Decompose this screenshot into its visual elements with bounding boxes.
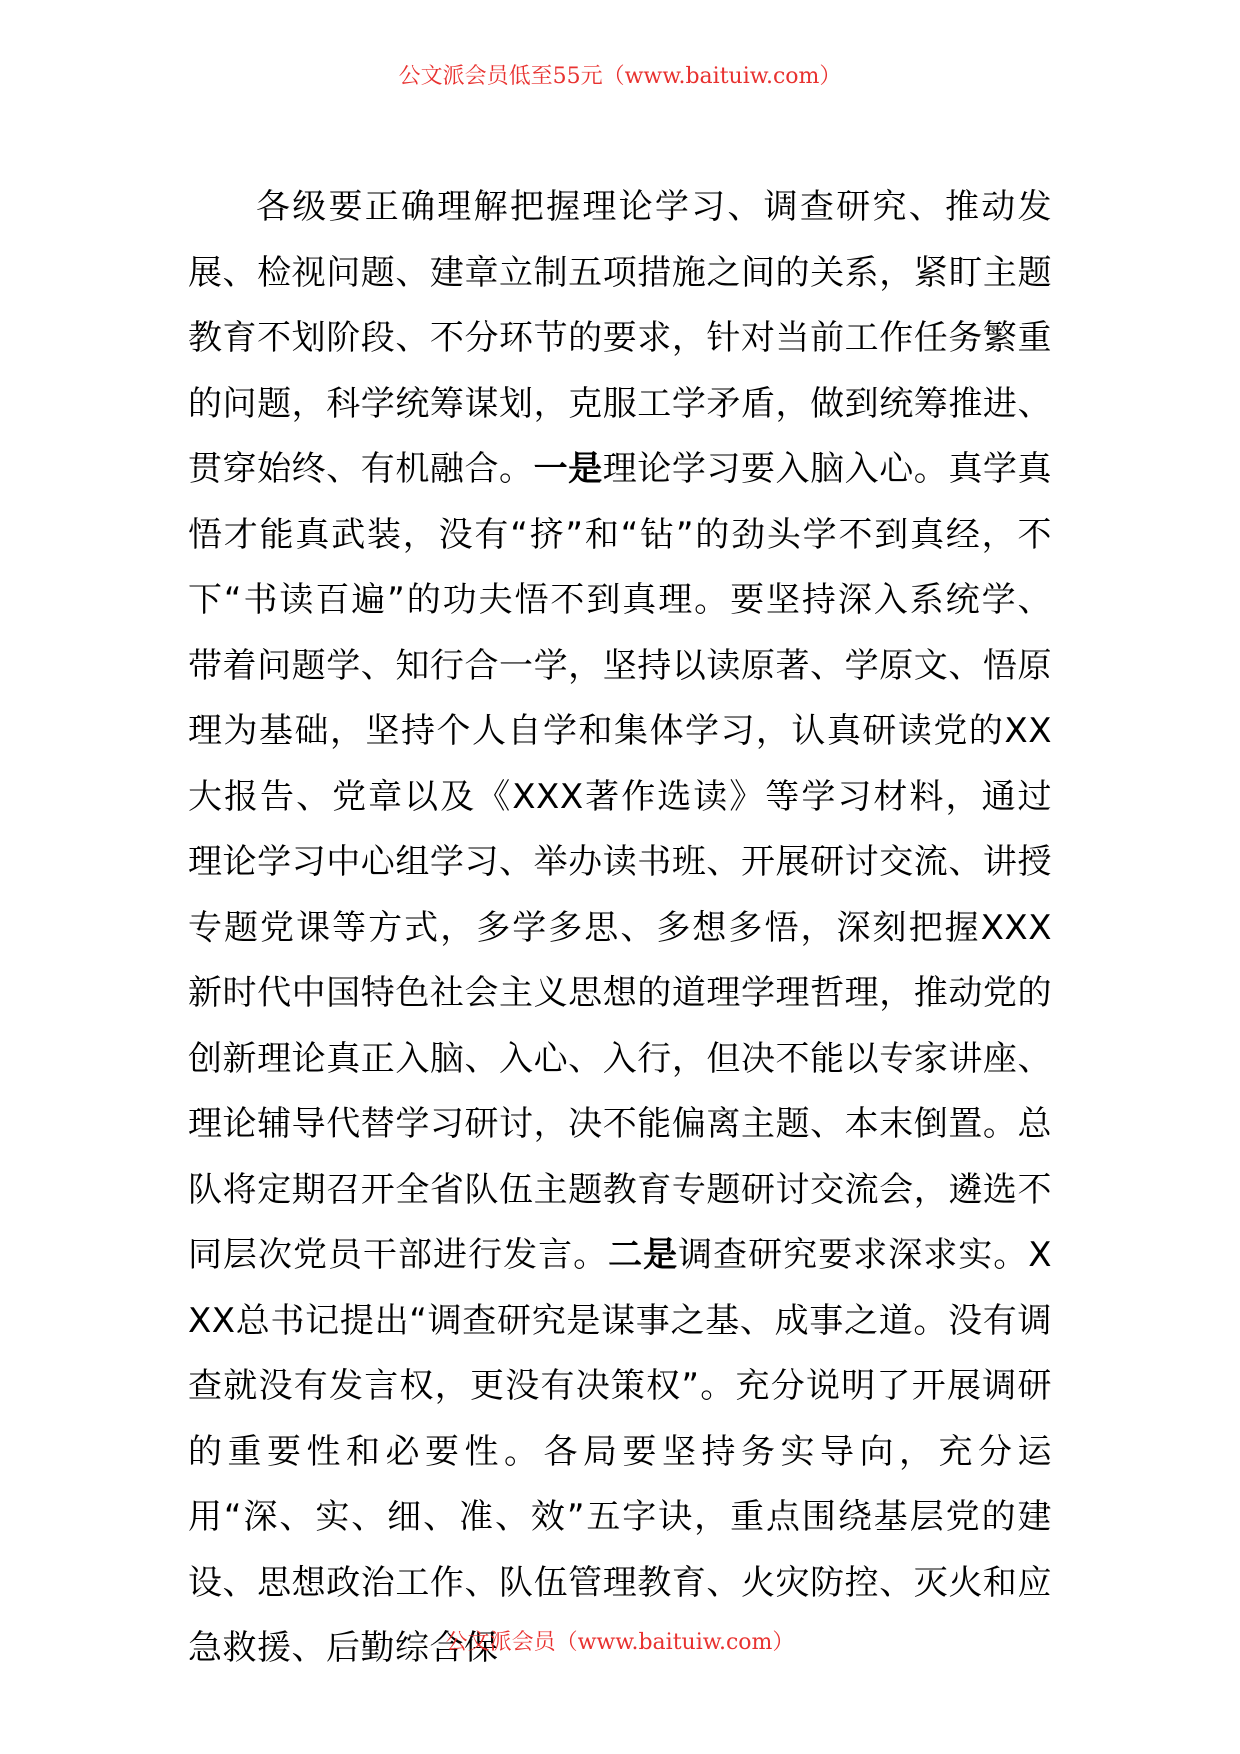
page-footer: 公文派会员（www.baituiw.com） [445, 1630, 795, 1655]
bold-marker-second: 二是 [608, 1235, 679, 1275]
body-paragraph [188, 175, 1052, 1682]
bold-marker-first: 一是 [533, 449, 603, 489]
page-header: 公文派会员低至55元（www.baituiw.com） [398, 64, 842, 89]
paragraph-text: 理论学习要入脑入心。真学真悟才能真武装，没有“挤”和“钻”的劲头学不到真经，不下“书读百遍”的功夫悟不到真理。要坚持深入系统学、带着问题学、知行合一学，坚持以读原著、学原文、悟原理为基础，坚持个人自学和集体学习，认真研读党的XX大报告、党章以及《XXX著作选读》等学习材料，通过理论学习中心组学习、举办读书班、开展研讨交流、讲授专题党课等方式，多学多思、多想多悟，深刻把握XXX新时代中国特色社会主义思想的道理学理哲理，推动党的创新理论真正入脑、入心、入行，但决不能以专家讲座、理论辅导代替学习研讨，决不能偏离主题、本末倒置。总队将定期召开全省队伍主题教育专题研讨交流会，遴选不同层次党员干部进行发言。 [188, 449, 1052, 1275]
paragraph-text: 调查研究要求深求实。XXX总书记提出“调查研究是谋事之基、成事之道。没有调查就没有发言权，更没有决策权”。充分说明了开展调研的重要性和必要性。各局要坚持务实导向，充分运用“深、实、细、准、效”五字诀，重点围绕基层党的建设、思想政治工作、队伍管理教育、火灾防控、灭火和应急救援、后勤综合保 [188, 1235, 1053, 1668]
paragraph-text: 各级要正确理解把握理论学习、调查研究、推动发展、检视问题、建章立制五项措施之间的关系，紧盯主题教育不划阶段、不分环节的要求，针对当前工作任务繁重的问题，科学统筹谋划，克服工学矛盾，做到统筹推进、贯穿始终、有机融合。 [188, 187, 1052, 489]
